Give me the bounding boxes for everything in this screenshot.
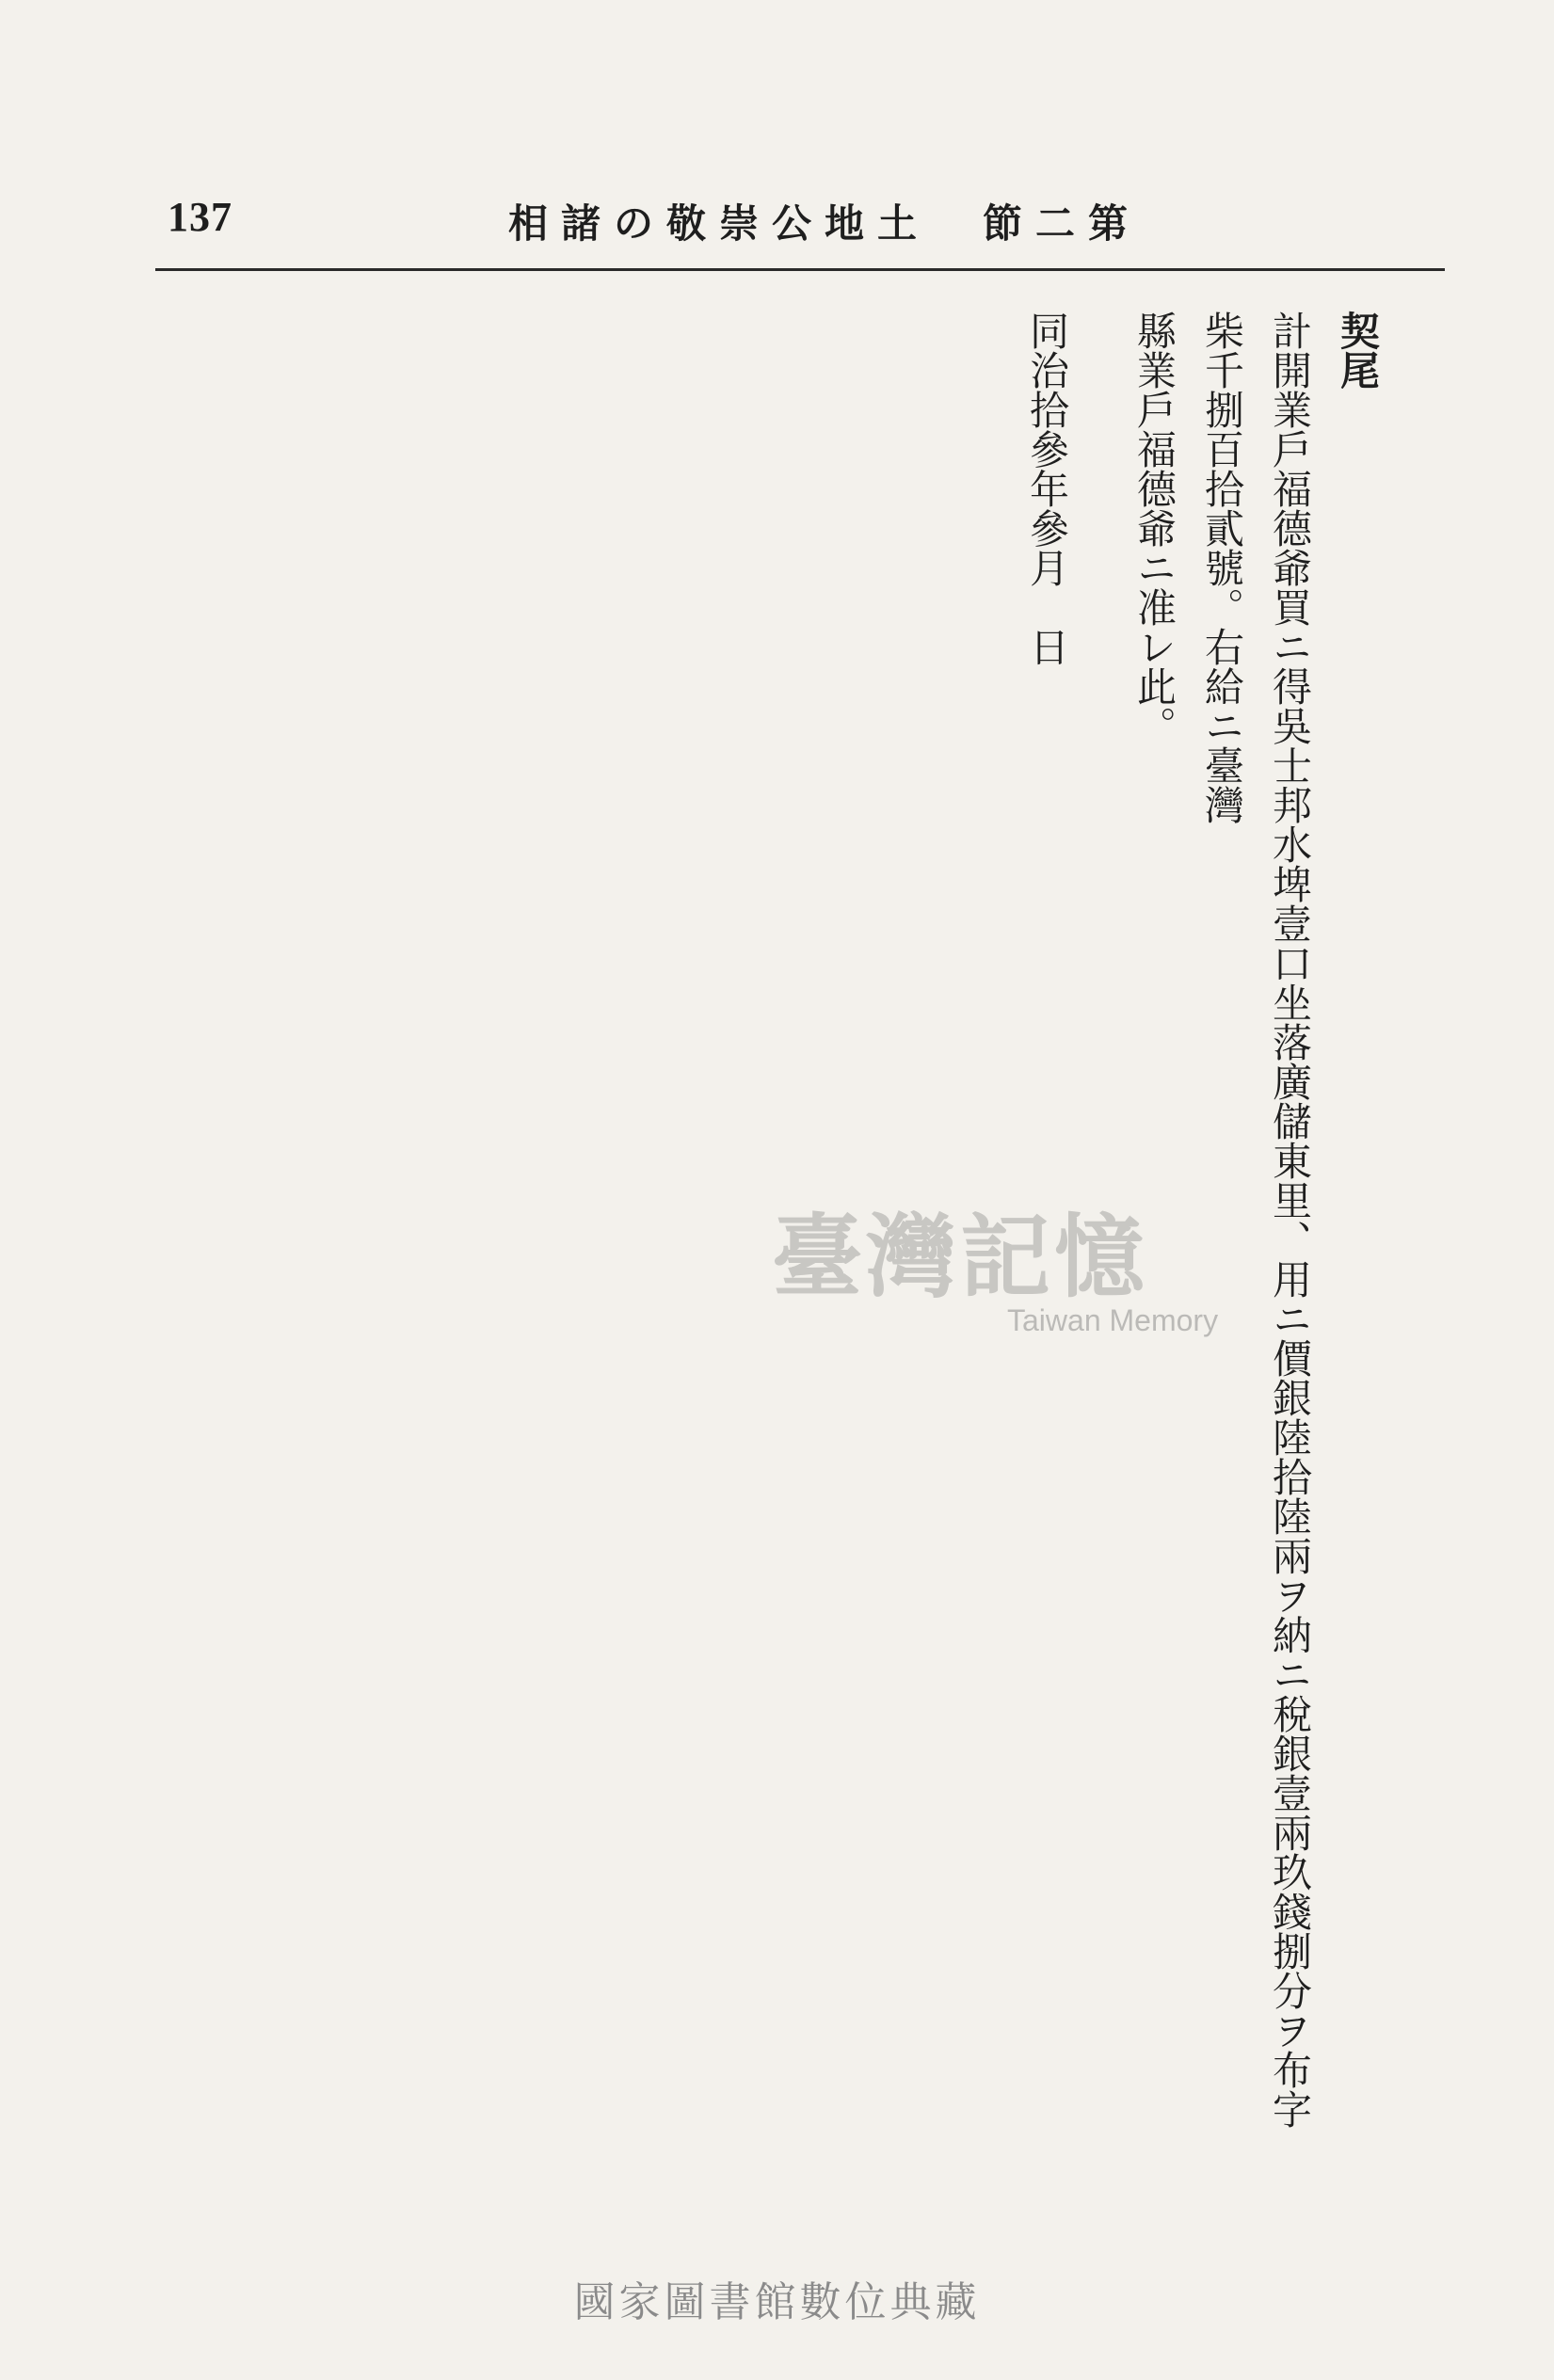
document-date: 同治拾參年參月 日	[1024, 311, 1070, 666]
document-line: 縣業戶福德爺ニ准レ此。	[1131, 311, 1178, 745]
page-number: 137	[168, 194, 232, 240]
footer-credit: 國家圖書館數位典藏	[573, 2278, 981, 2326]
watermark-subtitle: Taiwan Memory	[1007, 1303, 1219, 1337]
running-title: 第二節 土地公崇敬の諸相	[508, 200, 1142, 247]
header-rule	[155, 268, 1445, 271]
watermark-logo: 臺灣記憶	[772, 1204, 1148, 1310]
document-line: 計開業戶福德爺買ニ得吳士邦水埤壹口坐落廣儲東里、用ニ價銀陸拾陸兩ヲ納ニ稅銀壹兩玖錢捌分ヲ布字柴千捌百拾貳號。右給ニ臺灣	[1199, 311, 1313, 2129]
document-title: 契尾	[1335, 311, 1381, 390]
